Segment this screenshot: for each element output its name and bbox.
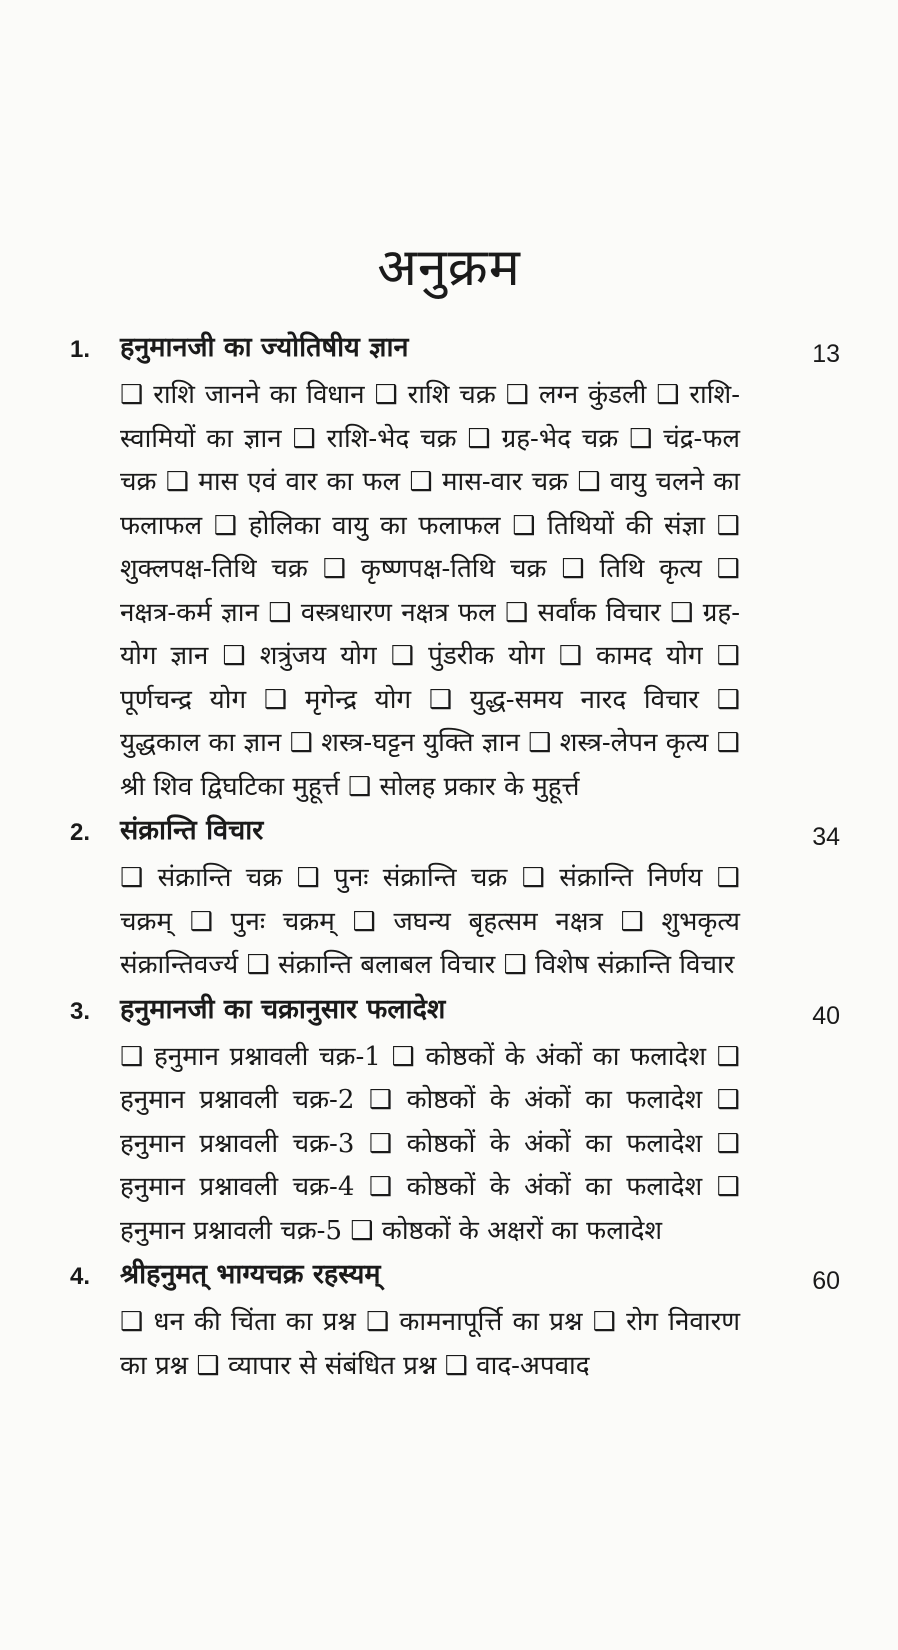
entry-title: हनुमानजी का ज्योतिषीय ज्ञान	[120, 332, 409, 363]
toc-entry-1	[70, 330, 840, 809]
toc-entry-3	[70, 992, 840, 1254]
entry-title: श्रीहनुमत् भाग्यचक्र रहस्यम्	[120, 1259, 381, 1290]
toc-entry-2	[70, 813, 840, 988]
entry-subtopics: ❑ धन की चिंता का प्रश्न ❑ कामनापूर्त्ति का प्रश्न ❑ रोग निवारण का प्रश्न ❑ व्यापार से संबंधित प्रश्न ❑ वाद-अपवाद	[120, 1307, 740, 1381]
entry-subtopics: ❑ संक्रान्ति चक्र ❑ पुनः संक्रान्ति चक्र ❑ संक्रान्ति निर्णय ❑ चक्रम् ❑ पुनः चक्रम् ❑ जघन्य बृहत्सम नक्षत्र ❑ शुभकृत्य संक्रान्तिवर्ज्य ❑ संक्रान्ति बलाबल विचार ❑ विशेष संक्रान्ति विचार	[120, 863, 740, 980]
toc-entry-4	[70, 1257, 840, 1388]
page-title: अनुक्रम	[377, 238, 521, 298]
entry-number: 1.	[70, 336, 91, 363]
table-of-contents	[70, 330, 840, 1392]
entry-number: 3.	[70, 997, 91, 1025]
entry-page-number: 34	[812, 823, 840, 851]
entry-number: 2.	[70, 819, 91, 846]
entry-page-number: 13	[812, 340, 840, 368]
entry-page-number: 40	[812, 1001, 840, 1030]
entry-title: हनुमानजी का चक्रानुसार फलादेश	[120, 993, 446, 1025]
entry-number: 4.	[70, 1263, 91, 1290]
entry-title: संक्रान्ति विचार	[120, 815, 264, 846]
entry-page-number: 60	[812, 1267, 840, 1295]
entry-subtopics: ❑ हनुमान प्रश्नावली चक्र-1 ❑ कोष्ठकों के अंकों का फलादेश ❑ हनुमान प्रश्नावली चक्र-2 ❑ कोष्ठकों के अंकों का फलादेश ❑ हनुमान प्रश्नावली चक्र-3 ❑ कोष्ठकों के अंकों का फलादेश ❑ हनुमान प्रश्नावली चक्र-4 ❑ कोष्ठकों के अंकों का फलादेश ❑ हनुमान प्रश्नावली चक्र-5 ❑ कोष्ठकों के अक्षरों का फलादेश	[120, 1041, 740, 1246]
entry-subtopics: ❑ राशि जानने का विधान ❑ राशि चक्र ❑ लग्न कुंडली ❑ राशि-स्वामियों का ज्ञान ❑ राशि-भेद चक्र ❑ ग्रह-भेद चक्र ❑ चंद्र-फल चक्र ❑ मास एवं वार का फल ❑ मास-वार चक्र ❑ वायु चलने का फलाफल ❑ होलिका वायु का फलाफल ❑ तिथियों की संज्ञा ❑ शुक्लपक्ष-तिथि चक्र ❑ कृष्णपक्ष-तिथि चक्र ❑ तिथि कृत्य ❑ नक्षत्र-कर्म ज्ञान ❑ वस्त्रधारण नक्षत्र फल ❑ सर्वांक विचार ❑ ग्रह-योग ज्ञान ❑ शत्रुंजय योग ❑ पुंडरीक योग ❑ कामद योग ❑ पूर्णचन्द्र योग ❑ मृगेन्द्र योग ❑ युद्ध-समय नारद विचार ❑ युद्धकाल का ज्ञान ❑ शस्त्र-घट्टन युक्ति ज्ञान ❑ शस्त्र-लेपन कृत्य ❑ श्री शिव द्विघटिका मुहूर्त्त ❑ सोलह प्रकार के मुहूर्त्त	[120, 380, 740, 802]
